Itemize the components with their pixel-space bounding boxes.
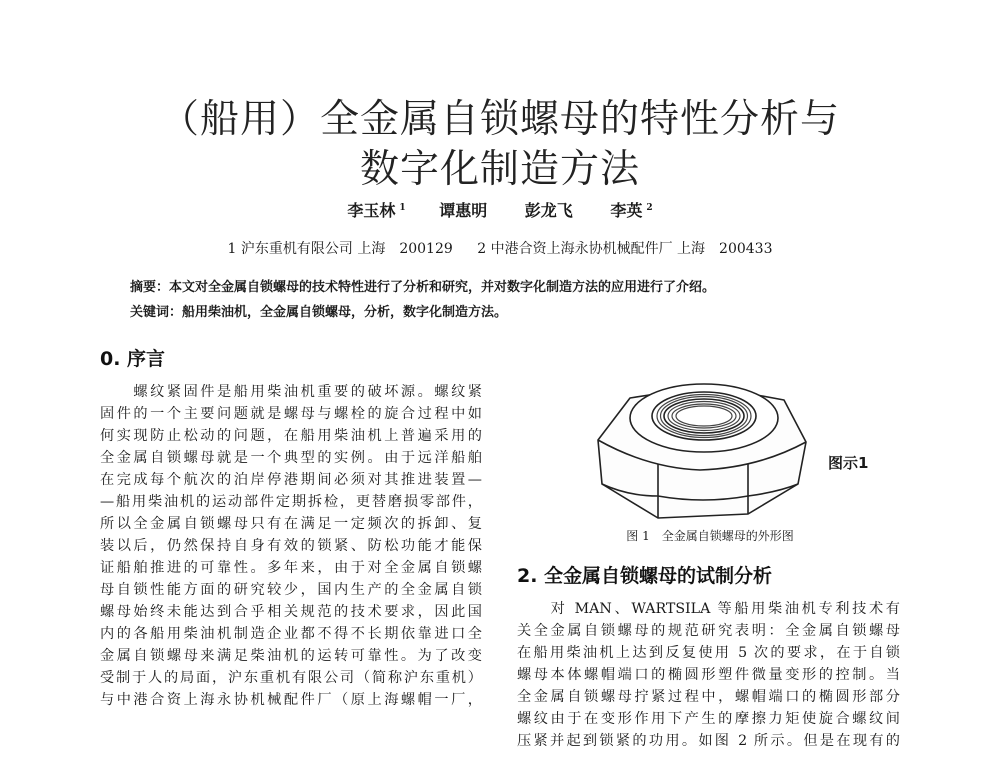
text-line: 对 MAN、WARTSILA 等船用柴油机专利技术有 bbox=[517, 601, 900, 617]
title-line-2: 数字化制造方法 bbox=[359, 147, 640, 192]
text-line: 螺纹紧固件是船用柴油机重要的破坏源。螺纹紧 bbox=[100, 384, 482, 400]
text-line: 受制于人的局面，沪东重机有限公司（简称沪东重机） bbox=[100, 670, 482, 686]
text-line: 关全金属自锁螺母的规范研究表明：全金属自锁螺母 bbox=[517, 623, 900, 639]
text-line: 固件的一个主要问题就是螺母与螺栓的旋合过程中如 bbox=[100, 406, 482, 422]
text-line: 全金属自锁螺母就是一个典型的实例。由于远洋船舶 bbox=[100, 450, 482, 466]
keywords-text: 船用柴油机，全金属自锁螺母，分析，数字化制造方法。 bbox=[182, 305, 508, 320]
text-line: —船用柴油机的运动部件定期拆检，更替磨损零部件， bbox=[100, 494, 482, 510]
abstract bbox=[130, 276, 890, 295]
section-0-heading: 0. 序言 bbox=[100, 348, 166, 370]
affiliation: 2 中港合资上海永协机械配件厂 上海 200433 bbox=[477, 241, 773, 257]
keywords-label: 关键词： bbox=[130, 305, 183, 320]
abstract-label: 摘要： bbox=[130, 280, 170, 295]
author-list bbox=[0, 198, 1000, 221]
section-2-body bbox=[517, 598, 900, 752]
author: 彭龙飞 bbox=[524, 201, 573, 220]
text-line: 装以后，仍然保持自身有效的锁紧、防松功能才能保 bbox=[100, 538, 482, 554]
keywords bbox=[130, 301, 890, 320]
section-2-heading: 2. 全金属自锁螺母的试制分析 bbox=[517, 565, 773, 587]
figure-label: 图示1 bbox=[828, 454, 869, 472]
text-line: 何实现防止松动的问题，在船用柴油机上普遍采用的 bbox=[100, 428, 482, 444]
figure-caption: 图 1 全金属自锁螺母的外形图 bbox=[626, 529, 794, 543]
text-line: 所以全金属自锁螺母只有在满足一定频次的拆卸、复 bbox=[100, 516, 482, 532]
text-line: 金属自锁螺母来满足柴油机的运转可靠性。为了改变 bbox=[100, 648, 482, 664]
text-line: 压紧并起到锁紧的功用。如图 2 所示。但是在现有的 bbox=[517, 733, 900, 749]
text-line: 螺纹由于在变形作用下产生的摩擦力矩使旋合螺纹间 bbox=[517, 711, 900, 727]
text-line: 全金属自锁螺母拧紧过程中，螺帽端口的椭圆形部分 bbox=[517, 689, 900, 705]
author: 李英 $^2$ bbox=[610, 201, 653, 220]
section-0-body bbox=[100, 381, 482, 711]
author: 李玉林 $^1$ bbox=[347, 201, 406, 220]
abstract-text: 本文对全金属自锁螺母的技术特性进行了分析和研究，并对数字化制造方法的应用进行了介绍。 bbox=[169, 280, 716, 295]
hex-nut-figure bbox=[588, 372, 818, 524]
text-line: 螺母始终未能达到合乎相关规范的技术要求，因此国 bbox=[100, 604, 482, 620]
affiliations bbox=[0, 238, 1000, 258]
text-line: 内的各船用柴油机制造企业都不得不长期依靠进口全 bbox=[100, 626, 482, 642]
text-line: 在完成每个航次的泊岸停港期间必须对其推进装置— bbox=[100, 472, 482, 488]
text-line: 在船用柴油机上达到反复使用 5 次的要求，在于自锁 bbox=[517, 645, 900, 661]
text-line: 螺母本体螺帽端口的椭圆形塑件微量变形的控制。当 bbox=[517, 667, 900, 683]
author: 谭惠明 bbox=[439, 201, 488, 220]
affiliation: 1 沪东重机有限公司 上海 200129 bbox=[227, 241, 453, 257]
title-line-1: （船用）全金属自锁螺母的特性分析与 bbox=[159, 97, 840, 142]
text-line: 母自锁性能方面的研究较少，国内生产的全金属自锁 bbox=[100, 582, 482, 598]
text-line: 与中港合资上海永协机械配件厂（原上海螺帽一厂， bbox=[100, 692, 482, 708]
text-line: 证船舶推进的可靠性。多年来，由于对全金属自锁螺 bbox=[100, 560, 482, 576]
